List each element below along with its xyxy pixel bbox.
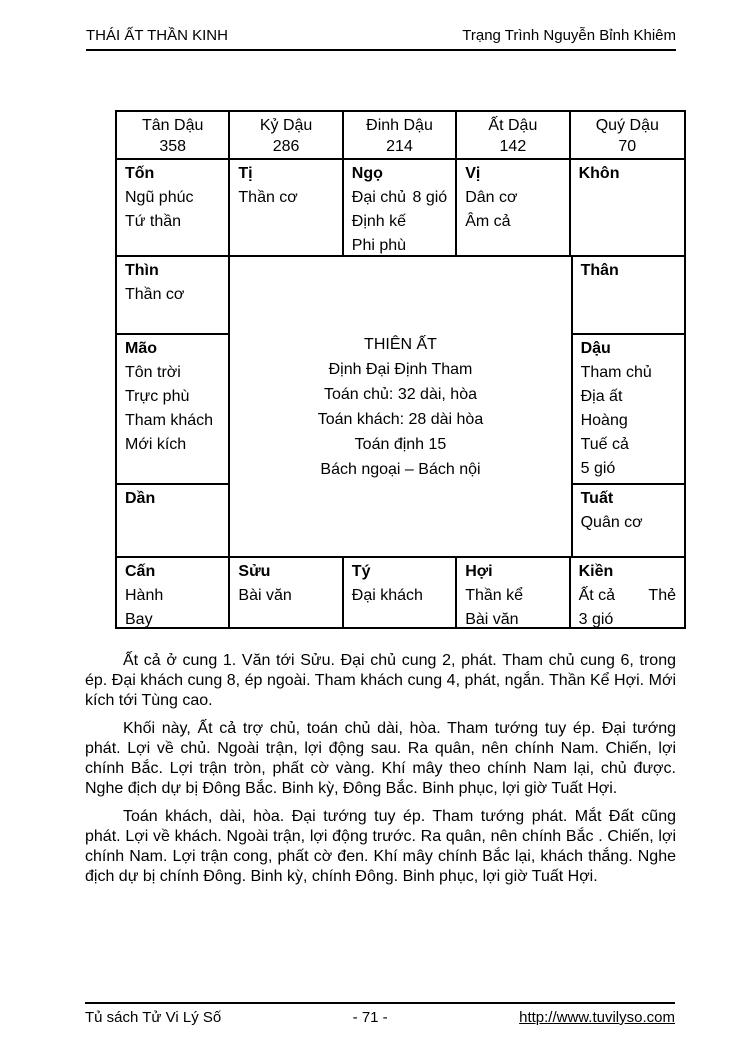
branch-label: Vị bbox=[465, 165, 481, 182]
cell-line: Hoàng bbox=[580, 412, 628, 429]
doc-footer bbox=[85, 1002, 675, 1026]
branch-label: Sửu bbox=[238, 563, 271, 580]
cell-line: Tham khách bbox=[125, 412, 214, 429]
branch-label: Tị bbox=[238, 165, 253, 182]
cell-kien bbox=[571, 558, 684, 627]
cell-line-left: Ất cả bbox=[578, 587, 616, 604]
cell-line-right: Thẻ bbox=[648, 587, 676, 604]
cell-line: Phi phù bbox=[351, 237, 407, 254]
branch-label: Dậu bbox=[580, 340, 611, 357]
year-label: Ất Dậu bbox=[488, 117, 538, 134]
cell-line: Quân cơ bbox=[580, 514, 643, 531]
cell-line-right: 8 gió bbox=[412, 189, 448, 206]
left-branch-column bbox=[117, 257, 230, 556]
cell-line-left: Đại chủ bbox=[351, 189, 407, 206]
year-label: Đinh Dậu bbox=[366, 117, 433, 134]
cell-dau bbox=[573, 335, 684, 485]
branch-label: Thân bbox=[580, 262, 619, 279]
branch-label: Mão bbox=[125, 340, 157, 357]
cell-thin bbox=[117, 257, 228, 335]
cell-line: Địa ất bbox=[580, 388, 623, 405]
year-cell-quy-dau bbox=[571, 112, 684, 158]
branch-label: Tốn bbox=[125, 165, 155, 182]
top-branch-row bbox=[117, 160, 684, 257]
center-line: Toán định 15 bbox=[354, 435, 447, 453]
center-line: Bách ngoại – Bách nội bbox=[320, 460, 481, 478]
cell-hoi bbox=[457, 558, 570, 627]
cell-line: Ngũ phúc bbox=[125, 189, 194, 206]
cell-dan bbox=[117, 485, 228, 556]
year-cell-ky-dau bbox=[230, 112, 343, 158]
cell-line: Tuế cả bbox=[580, 436, 629, 453]
year-value: 214 bbox=[386, 138, 413, 155]
cell-line: Thần cơ bbox=[125, 286, 185, 303]
year-value: 358 bbox=[159, 138, 187, 155]
center-title: THIÊN ẤT bbox=[364, 335, 437, 353]
cell-thien-at bbox=[230, 257, 570, 556]
branch-label: Tuất bbox=[580, 490, 614, 507]
cell-line: Bay bbox=[125, 611, 153, 627]
chart-middle-band bbox=[117, 257, 684, 558]
branch-label: Thìn bbox=[125, 262, 159, 279]
branch-label: Tý bbox=[351, 563, 371, 580]
cell-line: 3 gió bbox=[578, 611, 614, 627]
cell-line: 5 gió bbox=[580, 460, 616, 477]
cell-than bbox=[573, 257, 684, 335]
cell-ton bbox=[117, 160, 230, 255]
right-branch-column bbox=[571, 257, 684, 556]
cell-ti bbox=[230, 160, 343, 255]
branch-label: Hợi bbox=[465, 563, 493, 580]
cell-line: Tôn trời bbox=[125, 364, 181, 381]
year-value: 142 bbox=[499, 138, 527, 155]
body-paragraph: Toán khách, dài, hòa. Đại tướng tuy ép. Tham tướng phát. Mắt Đất cũng phát. Lợi về khách. Ngoài trận, lợi động trước. Ra quân, nên chính Bắc . Chiến, lợi chính Nam. Lợi trận cong, phất cờ đen. Khí mây chính Bắc lại, khách thắng. Nghe địch dự bị chính Đông. Binh kỳ, chính Đông. Binh phục, lợi giờ Tuất Hợi. bbox=[85, 808, 676, 885]
year-label: Quý Dậu bbox=[595, 117, 659, 134]
cell-line bbox=[579, 584, 676, 608]
year-cell-tan-dau bbox=[117, 112, 230, 158]
cell-line: Trực phù bbox=[125, 388, 190, 405]
center-line: Toán khách: 28 dài hòa bbox=[317, 410, 484, 428]
cell-line: Bài văn bbox=[465, 611, 519, 627]
body-paragraph: Ất cả ở cung 1. Văn tới Sửu. Đại chủ cung 2, phát. Tham chủ cung 6, trong ép. Đại khách cung 8, ép ngoài. Tham khách cung 4, phát, ngắn. Thần Kể Hợi. Mới kích tới Tùng cao. bbox=[85, 652, 676, 709]
cell-suu bbox=[230, 558, 343, 627]
footer-url-link[interactable]: http://www.tuvilyso.com bbox=[519, 1009, 675, 1026]
body-paragraph: Khối này, Ất cả trợ chủ, toán chủ dài, hòa. Tham tướng tuy ép. Đại tướng phát. Lợi về chủ. Ngoài trận, lợi động sau. Ra quân, nên chính Nam. Chiến, lợi chính Bắc. Lợi trận tròn, phất cờ vàng. Khí mây theo chính Nam lại, chủ được. Nghe địch dự bị Đông Bắc. Binh kỳ, Đông Bắc. Binh phục, lợi giờ Tuất Hợi. bbox=[85, 720, 676, 797]
year-cell-dinh-dau bbox=[344, 112, 457, 158]
cell-line: Tứ thần bbox=[125, 213, 182, 230]
center-line: Định Đại Định Tham bbox=[328, 360, 473, 378]
cell-khon bbox=[571, 160, 684, 255]
body-text bbox=[85, 651, 676, 895]
branch-label: Khôn bbox=[578, 165, 620, 182]
doc-author: Trạng Trình Nguyễn Bỉnh Khiêm bbox=[462, 27, 676, 44]
branch-label: Cấn bbox=[125, 563, 156, 580]
cell-line: Mới kích bbox=[125, 436, 187, 453]
year-cell-at-dau bbox=[457, 112, 570, 158]
cell-line: Đại khách bbox=[351, 587, 423, 604]
year-value: 70 bbox=[618, 138, 637, 155]
cell-line: Bài văn bbox=[238, 587, 292, 604]
thai-at-chart bbox=[115, 110, 686, 629]
cell-ty bbox=[344, 558, 457, 627]
cell-line bbox=[352, 186, 447, 210]
footer-series-title: Tủ sách Tử Vi Lý Số bbox=[85, 1009, 222, 1026]
branch-label: Dần bbox=[125, 490, 156, 507]
branch-label: Ngọ bbox=[351, 165, 383, 182]
cell-can bbox=[117, 558, 230, 627]
cell-line: Dân cơ bbox=[465, 189, 518, 206]
cell-line: Thần cơ bbox=[238, 189, 298, 206]
page-number: - 71 - bbox=[352, 1009, 388, 1026]
cell-mao bbox=[117, 335, 228, 485]
cell-tuat bbox=[573, 485, 684, 556]
year-label: Tân Dậu bbox=[142, 117, 204, 134]
branch-label: Kiền bbox=[578, 563, 614, 580]
year-row bbox=[117, 112, 684, 160]
cell-line: Tham chủ bbox=[580, 364, 652, 381]
bottom-branch-row bbox=[117, 558, 684, 627]
cell-line: Định kế bbox=[351, 213, 407, 230]
cell-line: Hành bbox=[125, 587, 164, 604]
year-value: 286 bbox=[272, 138, 300, 155]
doc-header bbox=[86, 27, 676, 51]
cell-line: Thần kể bbox=[465, 587, 523, 604]
center-line: Toán chủ: 32 dài, hòa bbox=[323, 385, 477, 403]
year-label: Kỷ Dậu bbox=[259, 117, 313, 134]
cell-line: Âm cả bbox=[465, 213, 511, 230]
cell-vi bbox=[457, 160, 570, 255]
cell-ngo bbox=[344, 160, 457, 255]
doc-title: THÁI ẤT THẦN KINH bbox=[86, 27, 228, 44]
